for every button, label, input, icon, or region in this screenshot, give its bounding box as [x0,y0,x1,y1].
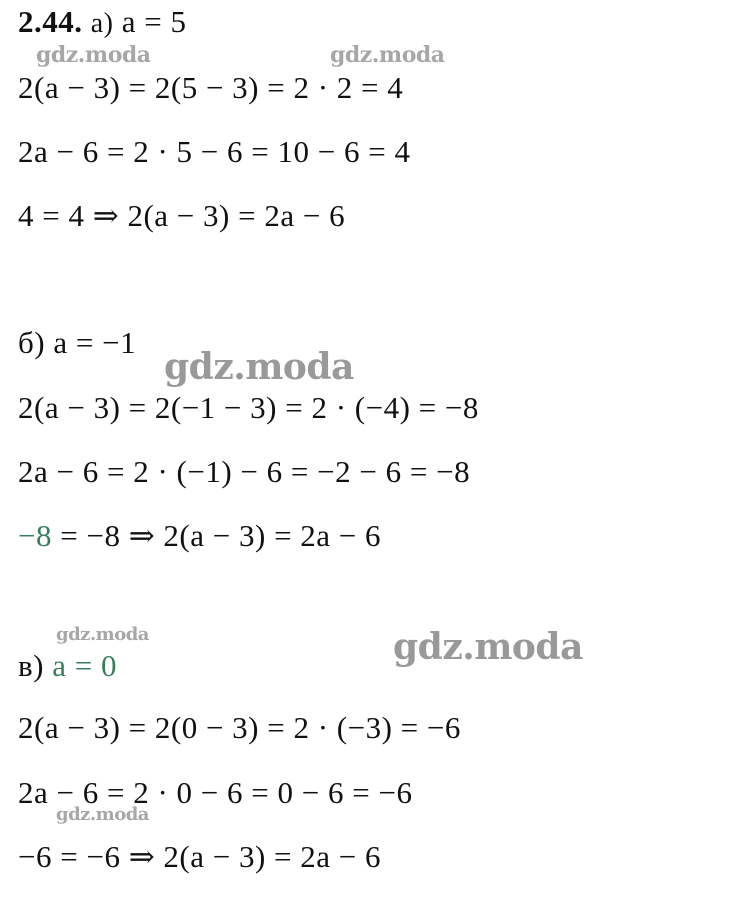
part-a-line-2: 2a − 6 = 2 · 5 − 6 = 10 − 6 = 4 [18,134,411,169]
part-b-condition: a = −1 [53,325,137,360]
watermark: gdz.moda [330,42,445,68]
part-a-line-1: 2(a − 3) = 2(5 − 3) = 2 · 2 = 4 [18,70,404,105]
part-a-label: а) [90,8,114,39]
part-b-line-3-highlight: −8 [18,518,52,553]
part-a-condition: a = 5 [121,4,187,39]
part-b-line-2: 2a − 6 = 2 · (−1) − 6 = −2 − 6 = −8 [18,454,471,489]
part-c-condition: a = 0 [52,648,117,683]
part-a-header [18,4,187,42]
part-c-header [18,648,117,684]
watermark: gdz.moda [56,624,149,645]
part-b-line-1: 2(a − 3) = 2(−1 − 3) = 2 · (−4) = −8 [18,390,479,425]
watermark: gdz.moda [393,626,583,668]
exercise-number: 2.44. [18,4,83,39]
watermark: gdz.moda [164,346,354,388]
part-c-line-2: 2a − 6 = 2 · 0 − 6 = 0 − 6 = −6 [18,775,413,810]
part-a-line-3: 4 = 4 ⇒ 2(a − 3) = 2a − 6 [18,198,346,233]
part-b-header [18,325,136,361]
part-b-line-3-rest: = −8 ⇒ 2(a − 3) = 2a − 6 [51,518,382,553]
watermark: gdz.moda [36,42,151,68]
watermark: gdz.moda [56,804,149,825]
part-b-label: б) [18,325,46,360]
part-c-line-1: 2(a − 3) = 2(0 − 3) = 2 · (−3) = −6 [18,710,461,745]
part-c-label: в) [18,648,44,683]
part-b-line-3 [18,518,381,554]
part-c-line-3: −6 = −6 ⇒ 2(a − 3) = 2a − 6 [18,839,382,874]
